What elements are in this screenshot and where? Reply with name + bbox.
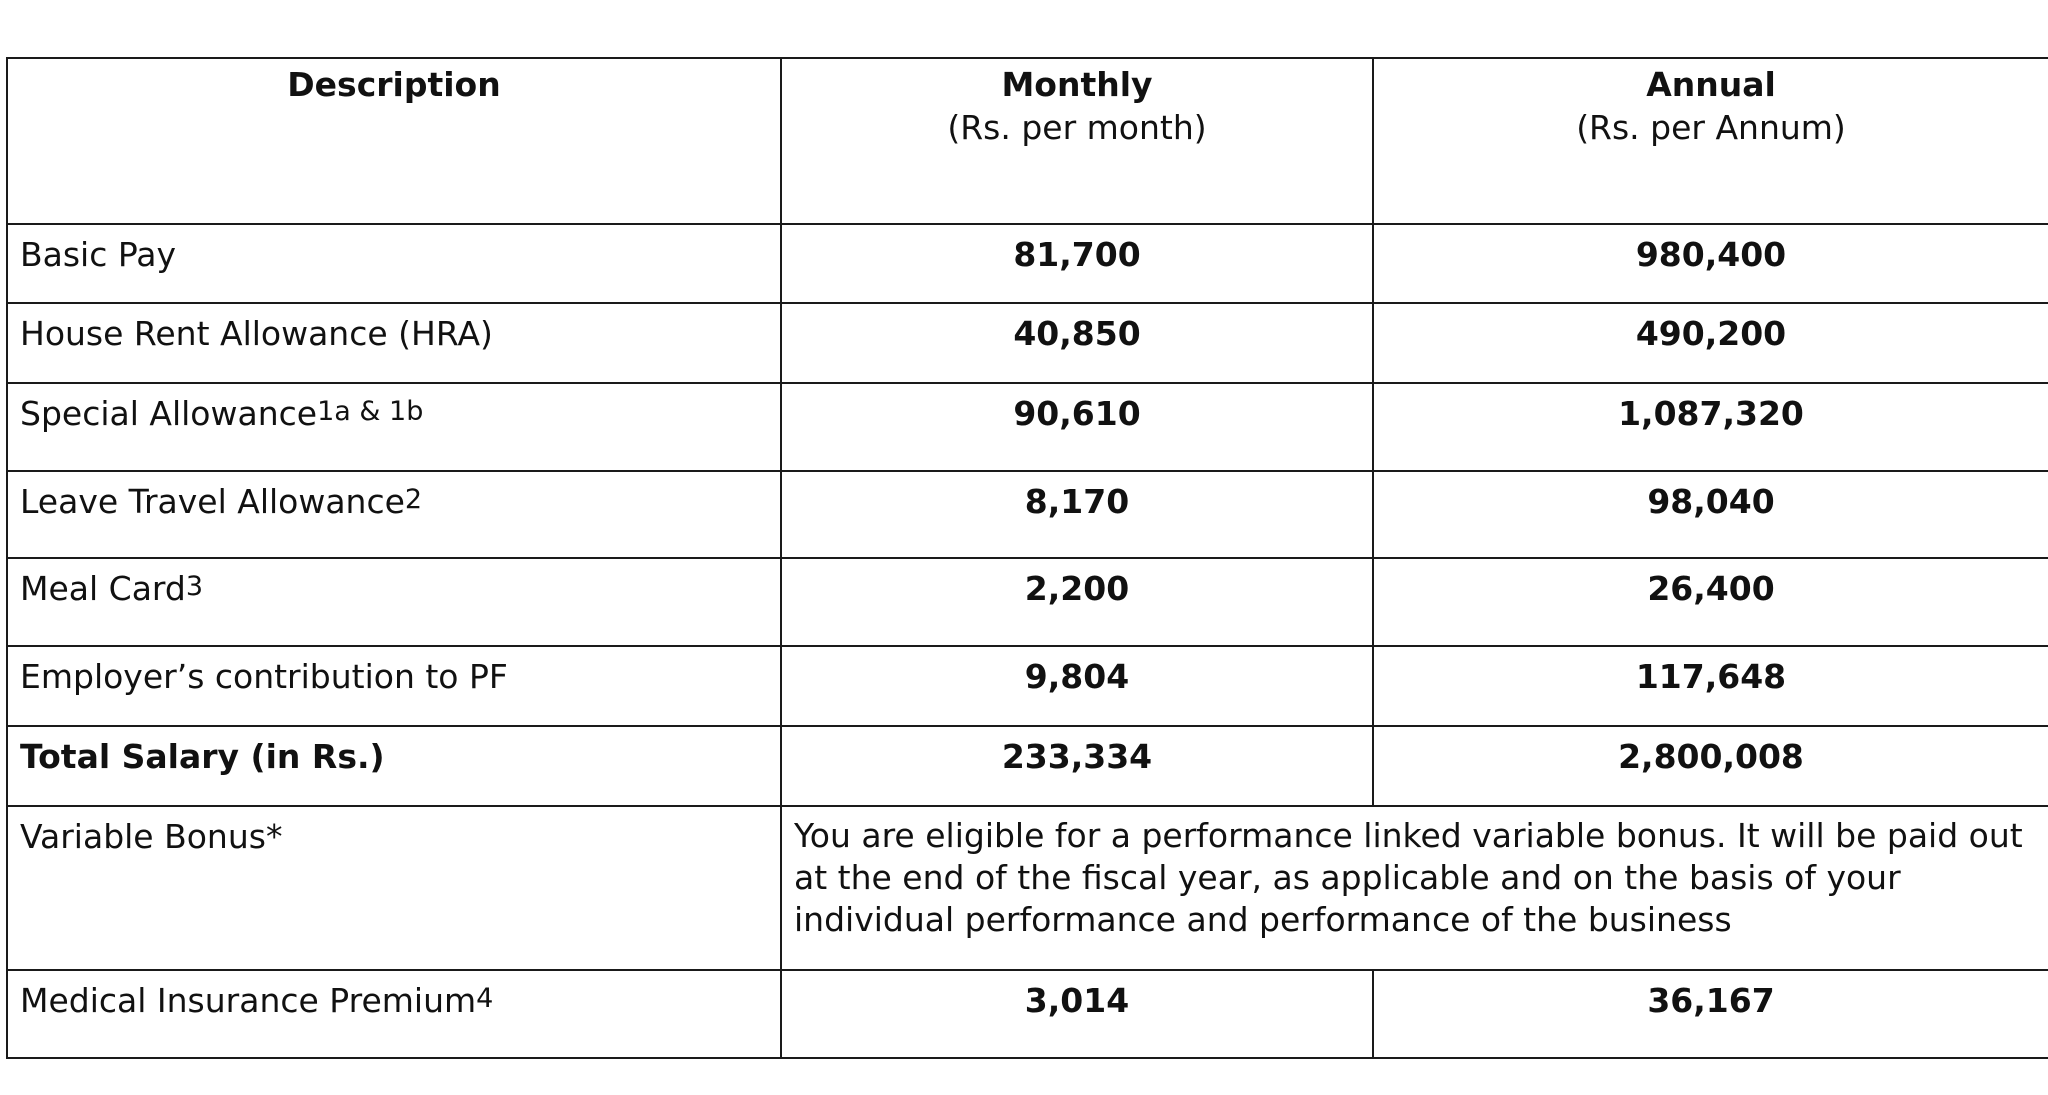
row-label	[7, 646, 781, 726]
row-label-text: Special Allowance	[20, 394, 318, 433]
table-row	[7, 646, 2048, 726]
row-annual: 490,200	[1373, 303, 2048, 383]
header-description	[7, 58, 781, 224]
header-annual-unit: (Rs. per Annum)	[1576, 108, 1846, 147]
header-monthly	[781, 58, 1373, 224]
row-label	[7, 224, 781, 303]
bonus-label: Variable Bonus*	[7, 806, 781, 970]
table-row	[7, 303, 2048, 383]
row-annual: 1,087,320	[1373, 383, 2048, 471]
bonus-description: You are eligible for a performance linked variable bonus. It will be paid out at the end of the fiscal year, as applicable and on the basis of your individual performance and performance of the business	[781, 806, 2048, 970]
footnote-ref: 3	[185, 571, 204, 602]
row-annual: 117,648	[1373, 646, 2048, 726]
row-monthly: 81,700	[781, 224, 1373, 303]
row-label-text: Employer’s contribution to PF	[20, 657, 508, 696]
row-label-text: Basic Pay	[20, 235, 177, 274]
footnote-ref: 2	[404, 484, 423, 515]
header-annual	[1373, 58, 2048, 224]
table-row	[7, 224, 2048, 303]
footnote-ref: 1a & 1b	[317, 396, 424, 427]
row-label-text: Total Salary (in Rs.)	[20, 737, 385, 776]
medical-row	[7, 970, 2048, 1058]
row-monthly: 9,804	[781, 646, 1373, 726]
table-row	[7, 558, 2048, 646]
header-monthly-label: Monthly	[1001, 65, 1153, 104]
row-monthly: 2,200	[781, 558, 1373, 646]
row-annual: 980,400	[1373, 224, 2048, 303]
row-label	[7, 558, 781, 646]
row-monthly: 3,014	[781, 970, 1373, 1058]
table-row	[7, 471, 2048, 558]
footnote-ref: 4	[476, 983, 494, 1014]
header-description-label: Description	[287, 65, 501, 104]
row-label	[7, 471, 781, 558]
row-label-text: House Rent Allowance (HRA)	[20, 314, 493, 353]
row-annual: 36,167	[1373, 970, 2048, 1058]
row-annual: 26,400	[1373, 558, 2048, 646]
row-annual: 98,040	[1373, 471, 2048, 558]
row-label	[7, 383, 781, 471]
row-label	[7, 726, 781, 806]
row-monthly: 233,334	[781, 726, 1373, 806]
header-monthly-unit: (Rs. per month)	[947, 108, 1207, 147]
header-annual-label: Annual	[1646, 65, 1776, 104]
salary-table	[6, 57, 2048, 1059]
table-row	[7, 383, 2048, 471]
row-label-text: Leave Travel Allowance	[20, 482, 405, 521]
row-label	[7, 970, 781, 1058]
row-monthly: 90,610	[781, 383, 1373, 471]
row-monthly: 8,170	[781, 471, 1373, 558]
bonus-row	[7, 806, 2048, 970]
row-label	[7, 303, 781, 383]
total-row	[7, 726, 2048, 806]
header-row	[7, 58, 2048, 224]
row-label-text: Meal Card	[20, 569, 186, 608]
row-annual: 2,800,008	[1373, 726, 2048, 806]
row-monthly: 40,850	[781, 303, 1373, 383]
row-label-text: Medical Insurance Premium	[20, 981, 477, 1020]
